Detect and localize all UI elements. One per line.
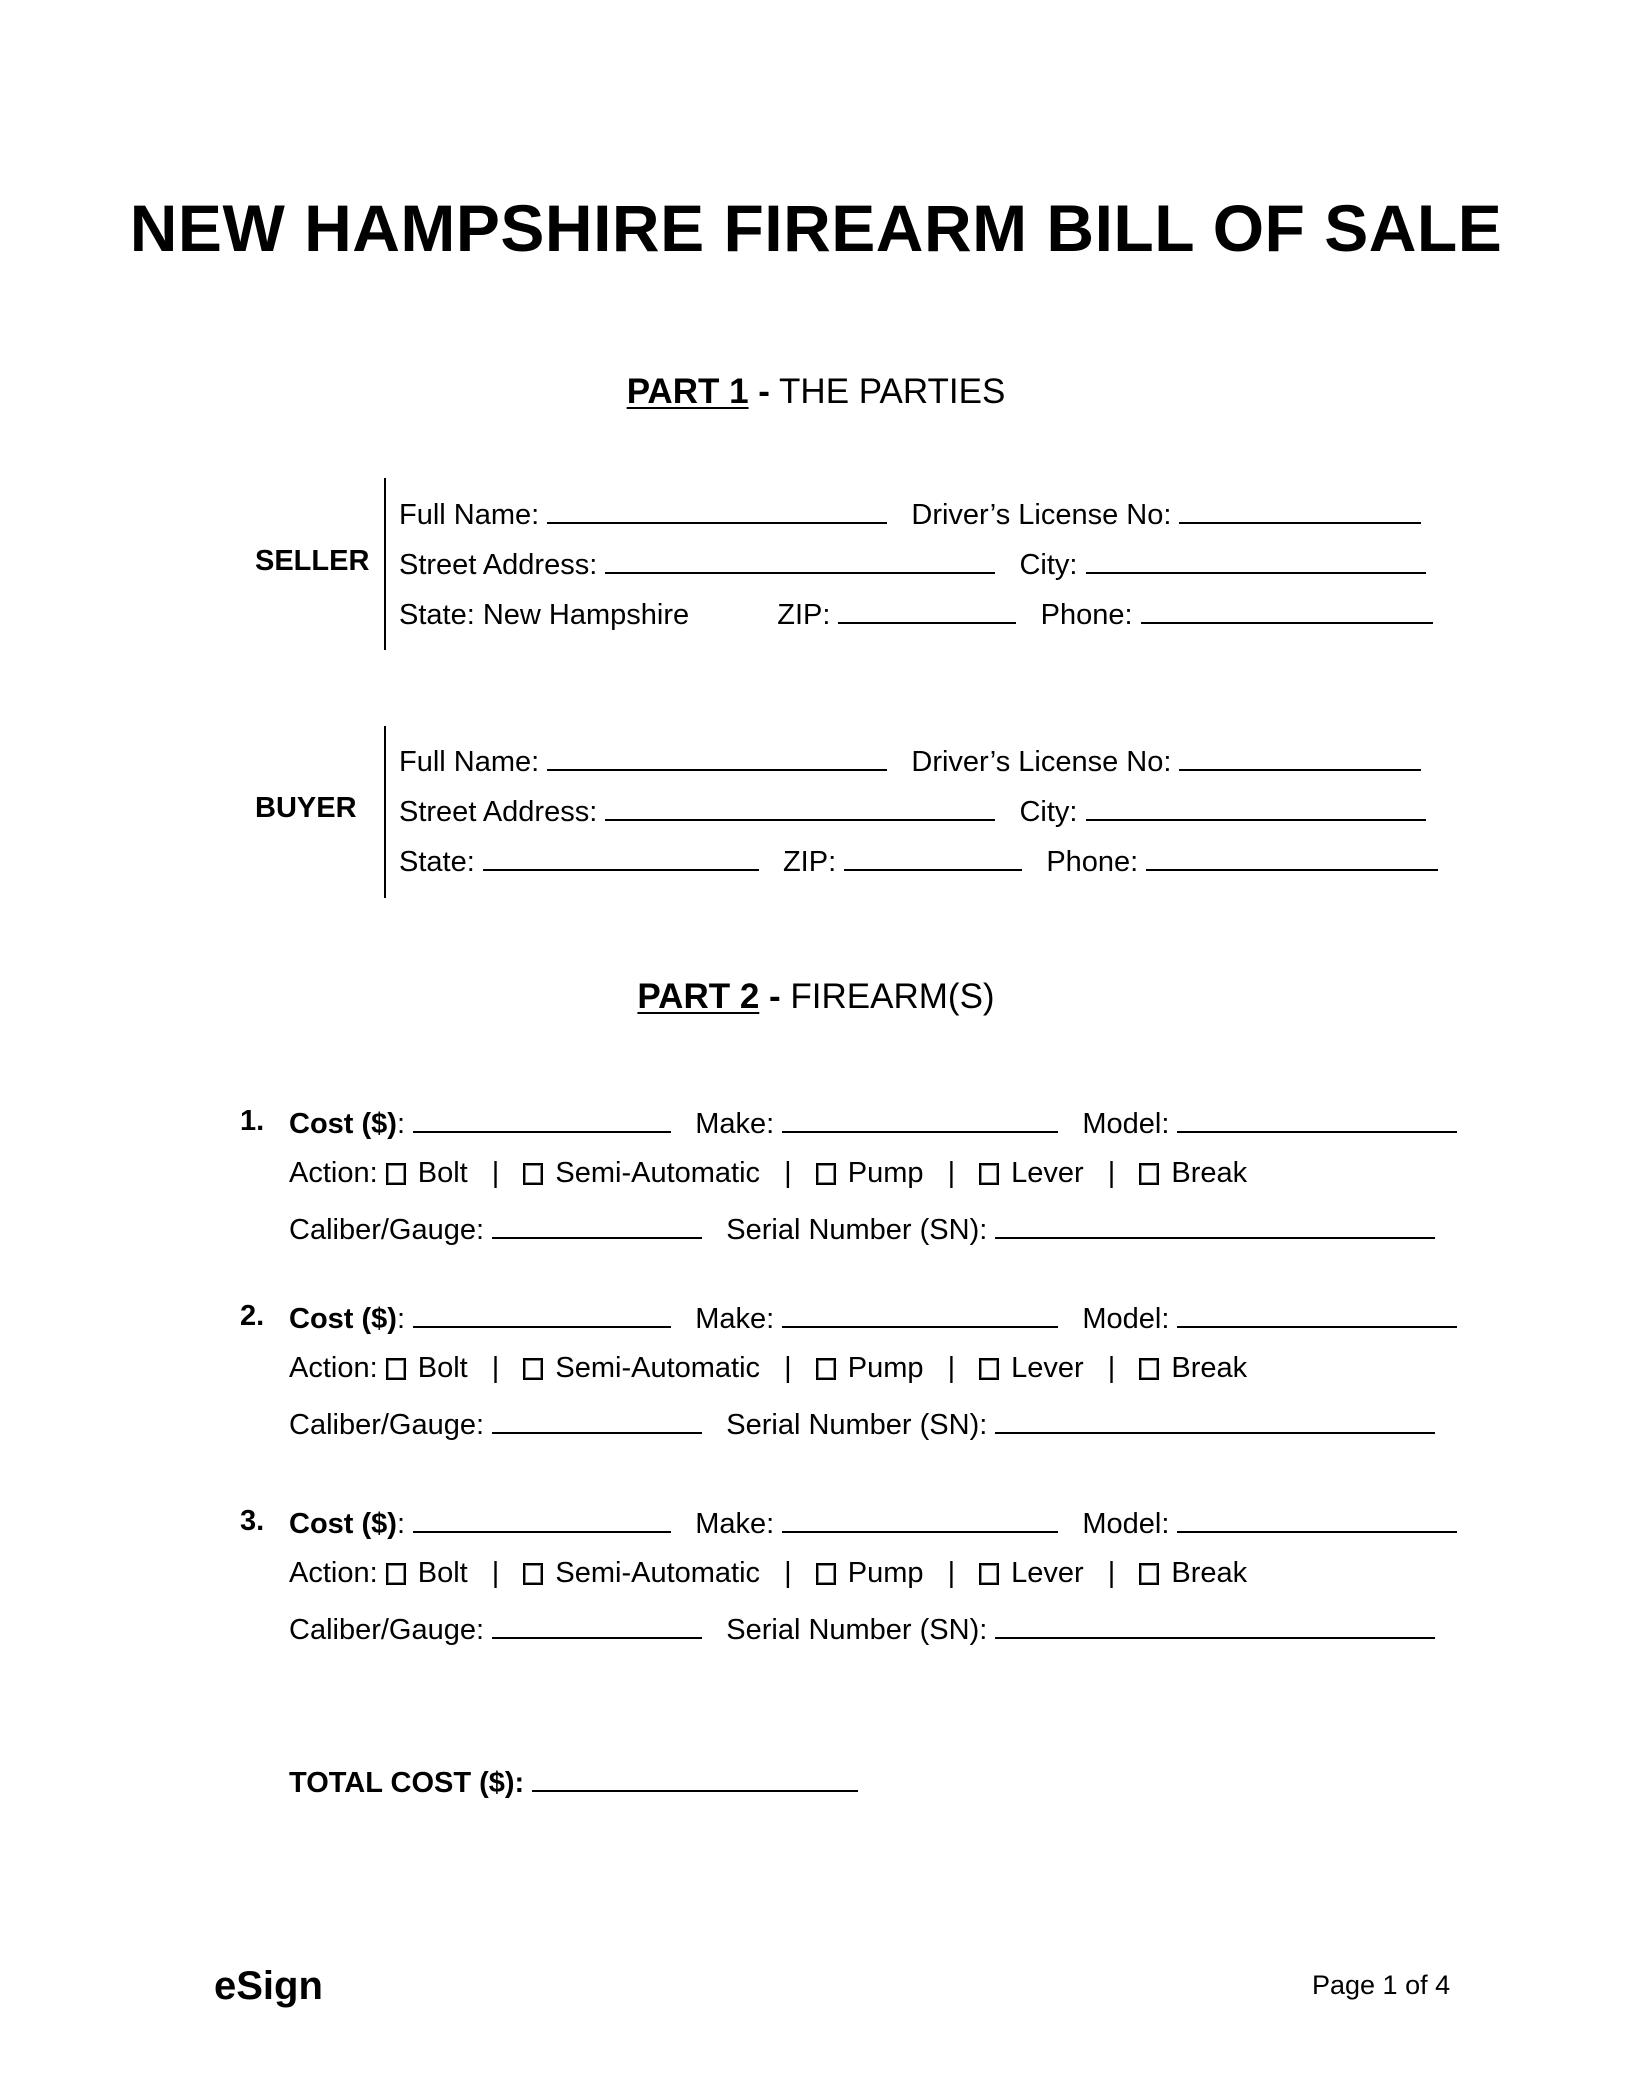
firearm-row-serial (289, 1211, 1435, 1247)
firearm-row-cost (289, 1105, 1457, 1141)
serial-field[interactable] (995, 1211, 1435, 1239)
seller-license-field[interactable] (1179, 496, 1421, 524)
page-number: Page 1 of 4 (1312, 1970, 1451, 2000)
pump-label: Pump (847, 1352, 924, 1384)
action-label: Action: (289, 1157, 378, 1189)
seller-street-label: Street Address: (399, 549, 598, 581)
separator: | (947, 1557, 956, 1589)
break-label: Break (1171, 1352, 1248, 1384)
buyer-row-3 (399, 843, 1438, 879)
pump-checkbox[interactable] (816, 1563, 836, 1585)
pump-label: Pump (847, 1557, 924, 1589)
cost-field[interactable] (413, 1105, 671, 1133)
serial-field[interactable] (995, 1406, 1435, 1434)
buyer-license-field[interactable] (1179, 743, 1421, 771)
part2-heading (0, 977, 1632, 1017)
caliber-field[interactable] (492, 1406, 702, 1434)
part2-dash: - (769, 977, 781, 1016)
firearm-row-serial (289, 1406, 1435, 1442)
separator: | (491, 1352, 500, 1384)
make-label: Make: (695, 1508, 775, 1540)
break-label: Break (1171, 1157, 1248, 1189)
semi-automatic-checkbox[interactable] (523, 1563, 543, 1585)
caliber-label: Caliber/Gauge: (289, 1409, 485, 1441)
buyer-city-field[interactable] (1086, 793, 1426, 821)
buyer-phone-field[interactable] (1146, 843, 1438, 871)
firearm-row-action (289, 1557, 1247, 1590)
serial-field[interactable] (995, 1611, 1435, 1639)
semi-automatic-checkbox[interactable] (523, 1358, 543, 1380)
part1-dash: - (758, 372, 770, 411)
pump-checkbox[interactable] (816, 1163, 836, 1185)
buyer-label: BUYER (255, 792, 357, 824)
seller-full-name-label: Full Name: (399, 499, 540, 531)
break-checkbox[interactable] (1139, 1163, 1159, 1185)
separator: | (947, 1157, 956, 1189)
lever-label: Lever (1011, 1557, 1084, 1589)
caliber-label: Caliber/Gauge: (289, 1614, 485, 1646)
separator: | (947, 1352, 956, 1384)
esign-logo: eSign (214, 1964, 323, 2008)
semi-automatic-label: Semi-Automatic (555, 1557, 761, 1589)
buyer-city-label: City: (1019, 796, 1078, 828)
cost-label: Cost ($) (289, 1108, 397, 1140)
part1-heading (0, 372, 1632, 412)
cost-colon: : (396, 1108, 406, 1140)
model-field[interactable] (1177, 1300, 1457, 1328)
seller-zip-label: ZIP: (777, 599, 831, 631)
seller-phone-label: Phone: (1040, 599, 1133, 631)
firearm-row-action (289, 1352, 1247, 1385)
separator: | (491, 1557, 500, 1589)
model-field[interactable] (1177, 1505, 1457, 1533)
firearm-number: 2. (240, 1300, 265, 1332)
buyer-row-1 (399, 743, 1421, 779)
separator: | (1107, 1352, 1116, 1384)
caliber-label: Caliber/Gauge: (289, 1214, 485, 1246)
buyer-state-label: State: (399, 846, 475, 878)
seller-street-field[interactable] (605, 546, 995, 574)
pump-checkbox[interactable] (816, 1358, 836, 1380)
buyer-zip-label: ZIP: (782, 846, 837, 878)
serial-label: Serial Number (SN): (726, 1614, 988, 1646)
buyer-row-2 (399, 793, 1426, 829)
caliber-field[interactable] (492, 1611, 702, 1639)
firearm-row-cost (289, 1300, 1457, 1336)
semi-automatic-label: Semi-Automatic (555, 1157, 761, 1189)
lever-checkbox[interactable] (979, 1358, 999, 1380)
seller-phone-field[interactable] (1141, 596, 1433, 624)
break-checkbox[interactable] (1139, 1563, 1159, 1585)
serial-label: Serial Number (SN): (726, 1409, 988, 1441)
break-label: Break (1171, 1557, 1248, 1589)
semi-automatic-label: Semi-Automatic (555, 1352, 761, 1384)
seller-full-name-field[interactable] (547, 496, 887, 524)
separator: | (491, 1157, 500, 1189)
firearm-row-serial (289, 1611, 1435, 1647)
firearm-number: 1. (240, 1105, 265, 1137)
buyer-full-name-field[interactable] (547, 743, 887, 771)
model-label: Model: (1082, 1508, 1170, 1540)
cost-colon: : (396, 1303, 406, 1335)
buyer-zip-field[interactable] (844, 843, 1022, 871)
cost-colon: : (396, 1508, 406, 1540)
cost-label: Cost ($) (289, 1508, 397, 1540)
seller-row-1 (399, 496, 1421, 532)
separator: | (1107, 1157, 1116, 1189)
make-label: Make: (695, 1108, 775, 1140)
total-cost-row (289, 1764, 858, 1800)
buyer-phone-label: Phone: (1046, 846, 1139, 878)
action-label: Action: (289, 1557, 378, 1589)
buyer-street-field[interactable] (605, 793, 995, 821)
lever-label: Lever (1011, 1157, 1084, 1189)
seller-license-label: Driver’s License No: (911, 499, 1172, 531)
bolt-checkbox[interactable] (386, 1358, 406, 1380)
bolt-checkbox[interactable] (386, 1563, 406, 1585)
firearm-row-action (289, 1157, 1247, 1190)
cost-field[interactable] (413, 1505, 671, 1533)
seller-row-3 (399, 596, 1433, 632)
seller-city-label: City: (1019, 549, 1078, 581)
make-field[interactable] (782, 1505, 1058, 1533)
part1-label: PART 1 (626, 372, 749, 411)
separator: | (784, 1352, 792, 1384)
caliber-field[interactable] (492, 1211, 702, 1239)
lever-checkbox[interactable] (979, 1563, 999, 1585)
firearm-row-cost (289, 1505, 1457, 1541)
serial-label: Serial Number (SN): (726, 1214, 988, 1246)
seller-city-field[interactable] (1086, 546, 1426, 574)
make-field[interactable] (782, 1105, 1058, 1133)
separator: | (1107, 1557, 1116, 1589)
separator: | (784, 1557, 792, 1589)
seller-row-2 (399, 546, 1426, 582)
model-field[interactable] (1177, 1105, 1457, 1133)
part1-name: THE PARTIES (779, 372, 1006, 411)
semi-automatic-checkbox[interactable] (523, 1163, 543, 1185)
buyer-full-name-label: Full Name: (399, 746, 540, 778)
firearm-number: 3. (240, 1505, 265, 1537)
bolt-label: Bolt (417, 1157, 468, 1189)
seller-label: SELLER (255, 545, 370, 577)
action-label: Action: (289, 1352, 378, 1384)
part2-label: PART 2 (637, 977, 760, 1016)
bolt-checkbox[interactable] (386, 1163, 406, 1185)
bolt-label: Bolt (417, 1352, 468, 1384)
separator: | (784, 1157, 792, 1189)
model-label: Model: (1082, 1108, 1170, 1140)
buyer-state-field[interactable] (483, 843, 759, 871)
break-checkbox[interactable] (1139, 1358, 1159, 1380)
cost-field[interactable] (413, 1300, 671, 1328)
model-label: Model: (1082, 1303, 1170, 1335)
make-label: Make: (695, 1303, 775, 1335)
buyer-divider (384, 726, 386, 898)
lever-label: Lever (1011, 1352, 1084, 1384)
seller-zip-field[interactable] (838, 596, 1016, 624)
part2-name: FIREARM(S) (790, 977, 995, 1016)
bolt-label: Bolt (417, 1557, 468, 1589)
buyer-license-label: Driver’s License No: (911, 746, 1172, 778)
document-title: NEW HAMPSHIRE FIREARM BILL OF SALE (129, 191, 1503, 265)
seller-divider (384, 478, 386, 650)
total-cost-label: TOTAL COST ($): (289, 1767, 525, 1799)
make-field[interactable] (782, 1300, 1058, 1328)
total-cost-field[interactable] (532, 1764, 858, 1792)
cost-label: Cost ($) (289, 1303, 397, 1335)
lever-checkbox[interactable] (979, 1163, 999, 1185)
pump-label: Pump (847, 1157, 924, 1189)
seller-state-value: State: New Hampshire (399, 599, 690, 631)
buyer-street-label: Street Address: (399, 796, 598, 828)
